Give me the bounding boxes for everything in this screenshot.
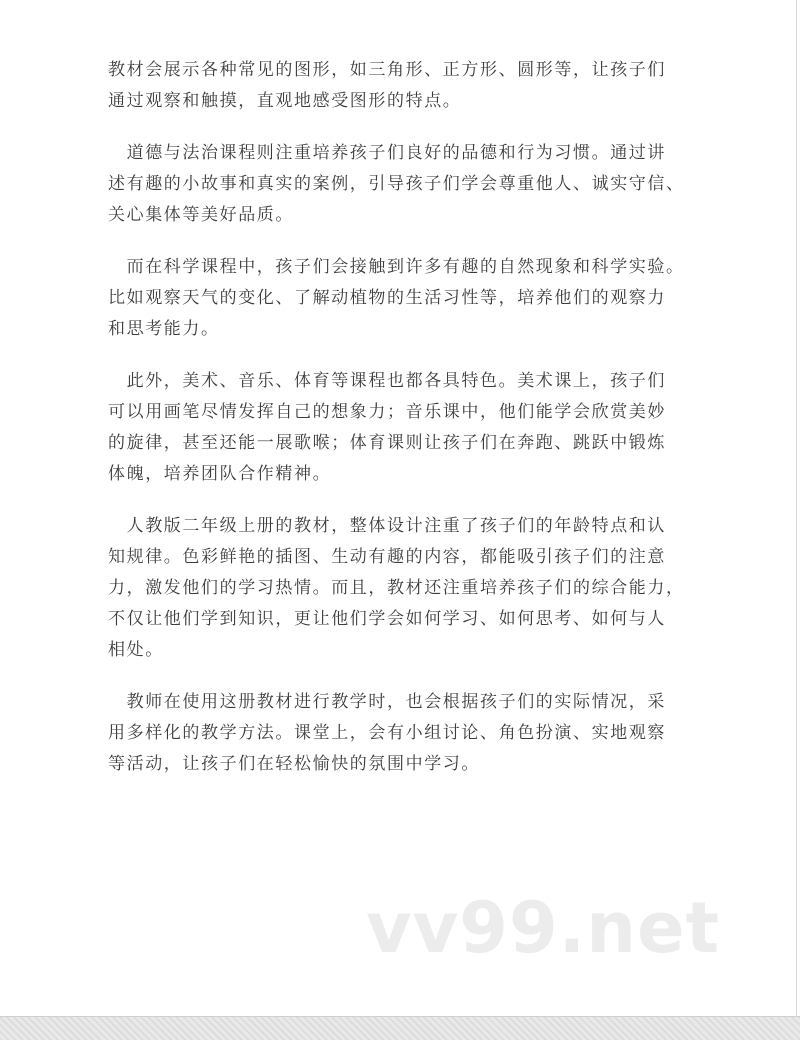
- text-line: 此外，美术、音乐、体育等课程也都各具特色。美术课上，孩子们: [108, 371, 666, 391]
- text-line: 用多样化的教学方法。课堂上，会有小组讨论、角色扮演、实地观察: [108, 723, 666, 743]
- paragraph: [108, 138, 708, 231]
- text-line: 体魄，培养团队合作精神。: [108, 464, 332, 484]
- text-line: 不仅让他们学到知识，更让他们学会如何学习、如何思考、如何与人: [108, 609, 666, 629]
- text-line: 教材会展示各种常见的图形，如三角形、正方形、圆形等，让孩子们: [108, 60, 666, 80]
- watermark: vv99.net: [366, 887, 721, 969]
- text-line: 而在科学课程中，孩子们会接触到许多有趣的自然现象和科学实验。: [108, 257, 685, 277]
- text-line: 教师在使用这册教材进行教学时，也会根据孩子们的实际情况，采: [108, 692, 666, 712]
- text-line: 和思考能力。: [108, 319, 220, 339]
- paragraph: [108, 511, 708, 666]
- text-line: 等活动，让孩子们在轻松愉快的氛围中学习。: [108, 754, 480, 774]
- paragraph: [108, 687, 708, 780]
- text-line: 相处。: [108, 640, 164, 660]
- text-line: 道德与法治课程则注重培养孩子们良好的品德和行为习惯。通过讲: [108, 143, 666, 163]
- text-line: 的旋律，甚至还能一展歌喉；体育课则让孩子们在奔跑、跳跃中锻炼: [108, 433, 666, 453]
- text-line: 可以用画笔尽情发挥自己的想象力；音乐课中，他们能学会欣赏美妙: [108, 402, 666, 422]
- text-line: 人教版二年级上册的教材，整体设计注重了孩子们的年龄特点和认: [108, 516, 666, 536]
- document-body: [108, 55, 708, 801]
- text-line: 关心集体等美好品质。: [108, 205, 294, 225]
- paragraph: [108, 366, 708, 490]
- paragraph: [108, 55, 708, 117]
- text-line: 通过观察和触摸，直观地感受图形的特点。: [108, 91, 462, 111]
- text-line: 知规律。色彩鲜艳的插图、生动有趣的内容，都能吸引孩子们的注意: [108, 547, 666, 567]
- text-line: 述有趣的小故事和真实的案例，引导孩子们学会尊重他人、诚实守信、: [108, 174, 685, 194]
- text-line: 力，激发他们的学习热情。而且，教材还注重培养孩子们的综合能力，: [108, 578, 685, 598]
- paragraph: [108, 252, 708, 345]
- text-line: 比如观察天气的变化、了解动植物的生活习性等，培养他们的观察力: [108, 288, 666, 308]
- page-bottom-edge: [0, 1016, 800, 1040]
